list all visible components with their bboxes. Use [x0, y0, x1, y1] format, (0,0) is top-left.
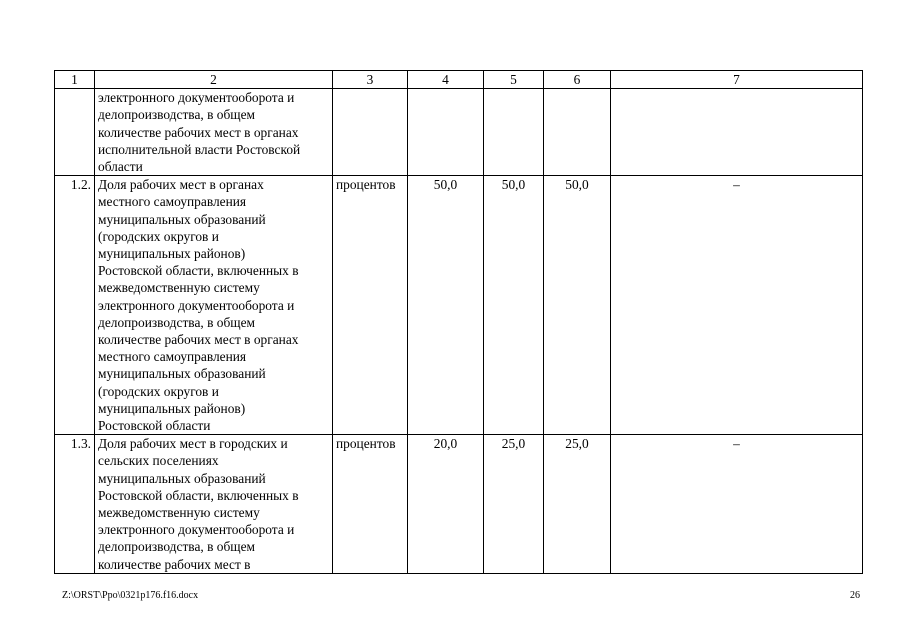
indicator-name-line: количестве рабочих мест в органах	[98, 124, 299, 140]
note-cell: –	[611, 435, 863, 574]
unit-cell: процентов	[333, 176, 408, 435]
indicator-name-line: муниципальных районов)	[98, 246, 246, 262]
indicator-name-line: сельских поселениях	[98, 453, 219, 469]
header-col-7: 7	[611, 71, 863, 89]
indicator-name-line: межведомственную систему	[98, 280, 260, 296]
indicator-name-line: электронного документооборота и	[98, 297, 295, 313]
value-col-6	[544, 89, 611, 176]
table-row	[55, 435, 863, 574]
header-col-6: 6	[544, 71, 611, 89]
table-header-row	[55, 71, 863, 89]
value-col-5: 25,0	[484, 435, 544, 574]
header-col-3: 3	[333, 71, 408, 89]
value-col-5	[484, 89, 544, 176]
indicator-name-line: Доля рабочих мест в городских и	[98, 436, 288, 452]
header-col-1: 1	[55, 71, 95, 89]
indicator-name	[95, 89, 333, 176]
value-col-4	[408, 89, 484, 176]
indicator-name-line: (городских округов и	[98, 228, 219, 244]
row-number: 1.3.	[55, 435, 95, 574]
indicator-name-line: делопроизводства, в общем	[98, 539, 255, 555]
header-col-5: 5	[484, 71, 544, 89]
indicator-name-line: межведомственную систему	[98, 505, 260, 521]
unit-cell	[333, 89, 408, 176]
indicator-name-line: местного самоуправления	[98, 194, 247, 210]
value-col-4: 20,0	[408, 435, 484, 574]
indicator-name-line: электронного документооборота и	[98, 90, 295, 106]
indicators-table	[54, 70, 863, 574]
value-col-6: 25,0	[544, 435, 611, 574]
row-number: 1.2.	[55, 176, 95, 435]
indicator-name-line: муниципальных районов)	[98, 400, 246, 416]
value-col-5: 50,0	[484, 176, 544, 435]
indicator-name-line: Ростовской области, включенных в	[98, 487, 299, 503]
indicator-name-line: Ростовской области	[98, 418, 211, 434]
indicator-name-line: количестве рабочих мест в	[98, 556, 251, 572]
row-number	[55, 89, 95, 176]
indicator-name-line: (городских округов и	[98, 383, 219, 399]
table-row	[55, 176, 863, 435]
indicator-name-line: делопроизводства, в общем	[98, 314, 255, 330]
footer-file-path: Z:\ORST\Ppo\0321p176.f16.docx	[62, 590, 199, 601]
value-col-6: 50,0	[544, 176, 611, 435]
indicator-name-line: Доля рабочих мест в органах	[98, 177, 264, 193]
indicator-name-line: области	[98, 159, 143, 175]
indicator-name-line: электронного документооборота и	[98, 522, 295, 538]
indicator-name-line: муниципальных образований	[98, 211, 266, 227]
indicator-name-line: Ростовской области, включенных в	[98, 263, 299, 279]
note-cell	[611, 89, 863, 176]
indicator-name-line: исполнительной власти Ростовской	[98, 141, 301, 157]
header-col-4: 4	[408, 71, 484, 89]
page-number: 26	[850, 590, 860, 601]
header-col-2: 2	[95, 71, 333, 89]
indicator-name	[95, 435, 333, 574]
indicator-name-line: муниципальных образований	[98, 366, 266, 382]
note-cell: –	[611, 176, 863, 435]
indicator-name-line: количестве рабочих мест в органах	[98, 332, 299, 348]
indicator-name-line: делопроизводства, в общем	[98, 107, 255, 123]
value-col-4: 50,0	[408, 176, 484, 435]
unit-cell: процентов	[333, 435, 408, 574]
indicator-name-line: муниципальных образований	[98, 470, 266, 486]
table-row	[55, 89, 863, 176]
indicator-name-line: местного самоуправления	[98, 349, 247, 365]
indicator-name	[95, 176, 333, 435]
